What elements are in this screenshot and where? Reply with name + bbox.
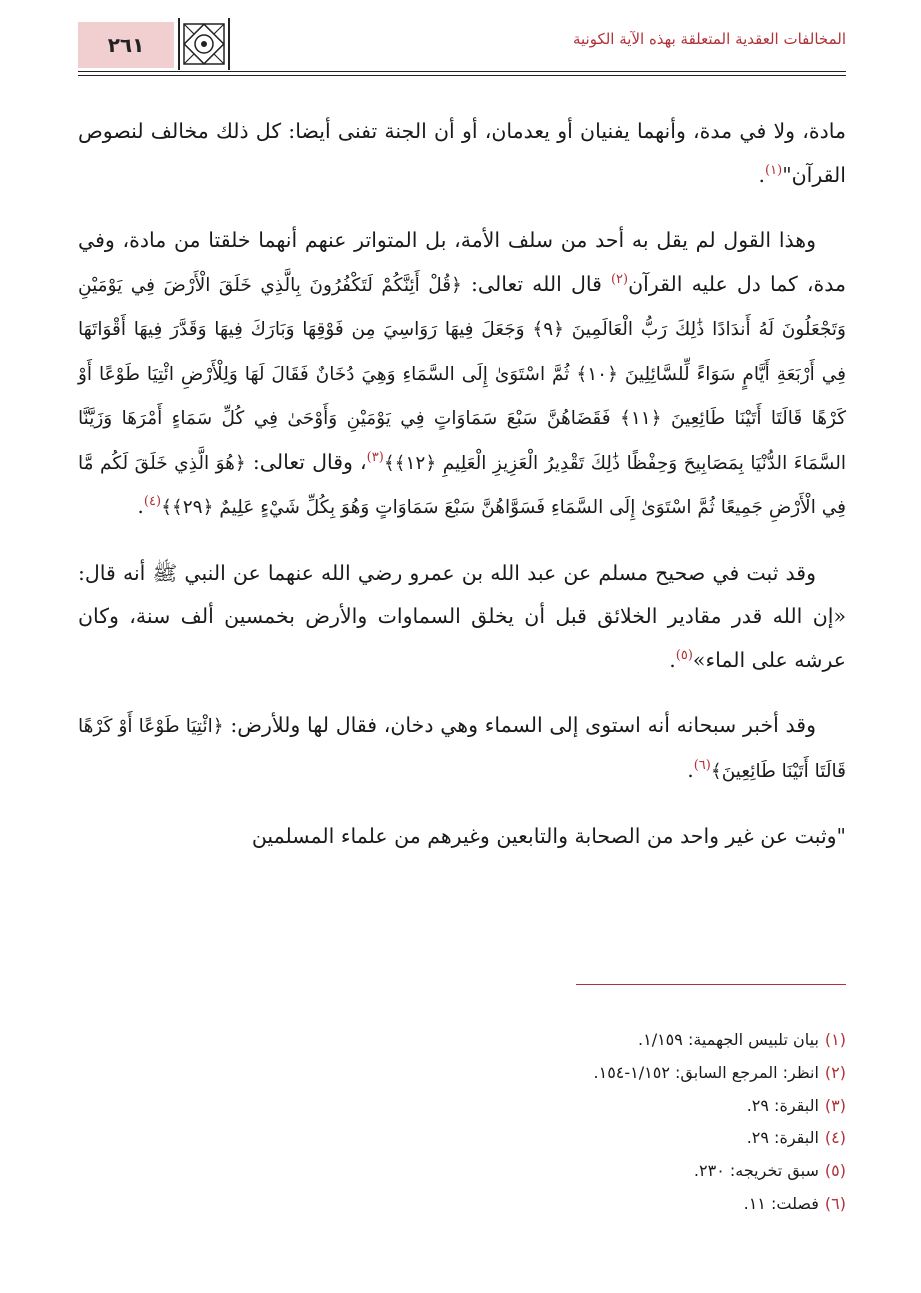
footnote-text: البقرة: ٢٩. [746, 1128, 819, 1148]
header-title: المخالفات العقدية المتعلقة بهذه الآية الكونية [572, 30, 846, 48]
footnote-text: بيان تلبيس الجهمية: ١/١٥٩. [638, 1030, 819, 1049]
footnote-text: فصلت: ١١. [743, 1193, 819, 1213]
footnotes [78, 1024, 846, 1221]
paragraph-1 [78, 110, 846, 197]
paragraph-text: "وثبت عن غير واحد من الصحابة والتابعين وغيرهم من علماء المسلمين [251, 824, 846, 848]
footnote-item [78, 1090, 846, 1123]
footnote-ref: (٤) [143, 494, 162, 510]
paragraph-text: وهذا القول لم يقل به أحد من سلف الأمة، بل المتواتر عنهم أنهما خلقتا من مادة، وفي مدة، كما دل عليه القرآن [78, 228, 846, 296]
footnote-item [78, 1057, 846, 1090]
paragraph-text: وقد أخبر سبحانه أنه استوى إلى السماء وهي دخان، فقال لها وللأرض: [223, 713, 816, 737]
footnote-item [78, 1024, 846, 1057]
footnote-text: البقرة: ٢٩. [746, 1095, 819, 1115]
footnote-ref: (٣) [366, 449, 384, 465]
header-divider-thin [78, 75, 846, 76]
footnote-number: (٥) [824, 1161, 846, 1181]
quran-verse: ﴿قُلْ أَئِنَّكُمْ لَتَكْفُرُونَ بِالَّذِي خَلَقَ الْأَرْضَ فِي يَوْمَيْنِ وَتَجْعَلُونَ لَهُ أَندَادًا ذَٰلِكَ رَبُّ الْعَالَمِينَ ﴿٩﴾ وَجَعَلَ فِيهَا رَوَاسِيَ مِن فَوْقِهَا وَبَارَكَ فِيهَا وَقَدَّرَ فِيهَا أَقْوَاتَهَا فِي أَرْبَعَةِ أَيَّامٍ سَوَاءً لِّلسَّائِلِينَ ﴿١٠﴾ ثُمَّ اسْتَوَىٰ إِلَى السَّمَاءِ وَهِيَ دُخَانٌ فَقَالَ لَهَا وَلِلْأَرْضِ ائْتِيَا طَوْعًا أَوْ كَرْهًا قَالَتَا أَتَيْنَا طَائِعِينَ ﴿١١﴾ فَقَضَاهُنَّ سَبْعَ سَمَاوَاتٍ فِي يَوْمَيْنِ وَأَوْحَىٰ فِي كُلِّ سَمَاءٍ أَمْرَهَا وَزَيَّنَّا السَّمَاءَ الدُّنْيَا بِمَصَابِيحَ وَحِفْظًا ذَٰلِكَ تَقْدِيرُ الْعَزِيزِ الْعَلِيمِ ﴿١٢﴾﴾ [78, 274, 847, 474]
footnote-text: سبق تخريجه: ٢٣٠. [693, 1161, 819, 1181]
footnote-number: (٣) [824, 1095, 846, 1115]
punctuation: . [687, 757, 694, 782]
header-divider [78, 71, 846, 72]
paragraph-3 [78, 552, 846, 683]
footnote-text: انظر: المرجع السابق: ١/١٥٢-١٥٤. [593, 1062, 819, 1082]
paragraph-text: مادة، ولا في مدة، وأنهما يفنيان أو يعدمان، أو أن الجنة تفنى أيضا: كل ذلك مخالف لنصوص القرآن" [78, 119, 846, 187]
page-header [78, 18, 846, 72]
punctuation: . [137, 494, 144, 518]
footnote-divider [576, 984, 846, 985]
paragraph-2 [78, 219, 846, 530]
punctuation: . [758, 162, 766, 187]
paragraph-text: وقد ثبت في صحيح مسلم عن عبد الله بن عمرو رضي الله عنهما عن النبي ﷺ أنه قال: «إن الله قدر مقادير الخلائق قبل أن يخلق السماوات والأرض بخمسين ألف سنة، وكان عرشه على الماء» [78, 560, 846, 672]
footnote-number: (٤) [824, 1128, 846, 1148]
paragraph-text: ، وقال تعالى: [245, 449, 367, 474]
footnote-ref: (٥) [675, 647, 693, 663]
paragraph-4 [78, 704, 846, 793]
footnote-number: (٢) [824, 1062, 846, 1082]
ornament-icon [178, 18, 230, 70]
paragraph-5 [78, 815, 846, 859]
quran-verse: ﴿ائْتِيَا طَوْعًا أَوْ كَرْهًا قَالَتَا أَتَيْنَا طَائِعِينَ﴾ [78, 716, 846, 782]
footnote-number: (٦) [824, 1193, 846, 1213]
page-number: ٢٦١ [78, 22, 174, 68]
footnote-item [78, 1188, 846, 1221]
paragraph-text: قال الله تعالى: [461, 271, 611, 296]
footnote-ref: (٦) [693, 757, 711, 773]
footnote-ref: (١) [765, 162, 783, 178]
footnote-item [78, 1155, 846, 1188]
footnote-ref: (٢) [610, 271, 629, 287]
footnote-item [78, 1122, 846, 1155]
main-text [78, 110, 846, 881]
quran-verse: ﴿هُوَ الَّذِي خَلَقَ لَكُم مَّا فِي الْأَرْضِ جَمِيعًا ثُمَّ اسْتَوَىٰ إِلَى السَّمَاءِ فَسَوَّاهُنَّ سَبْعَ سَمَاوَاتٍ وَهُوَ بِكُلِّ شَيْءٍ عَلِيمٌ ﴿٢٩﴾﴾ [78, 452, 846, 518]
punctuation: . [669, 647, 676, 672]
footnote-number: (١) [824, 1030, 846, 1049]
